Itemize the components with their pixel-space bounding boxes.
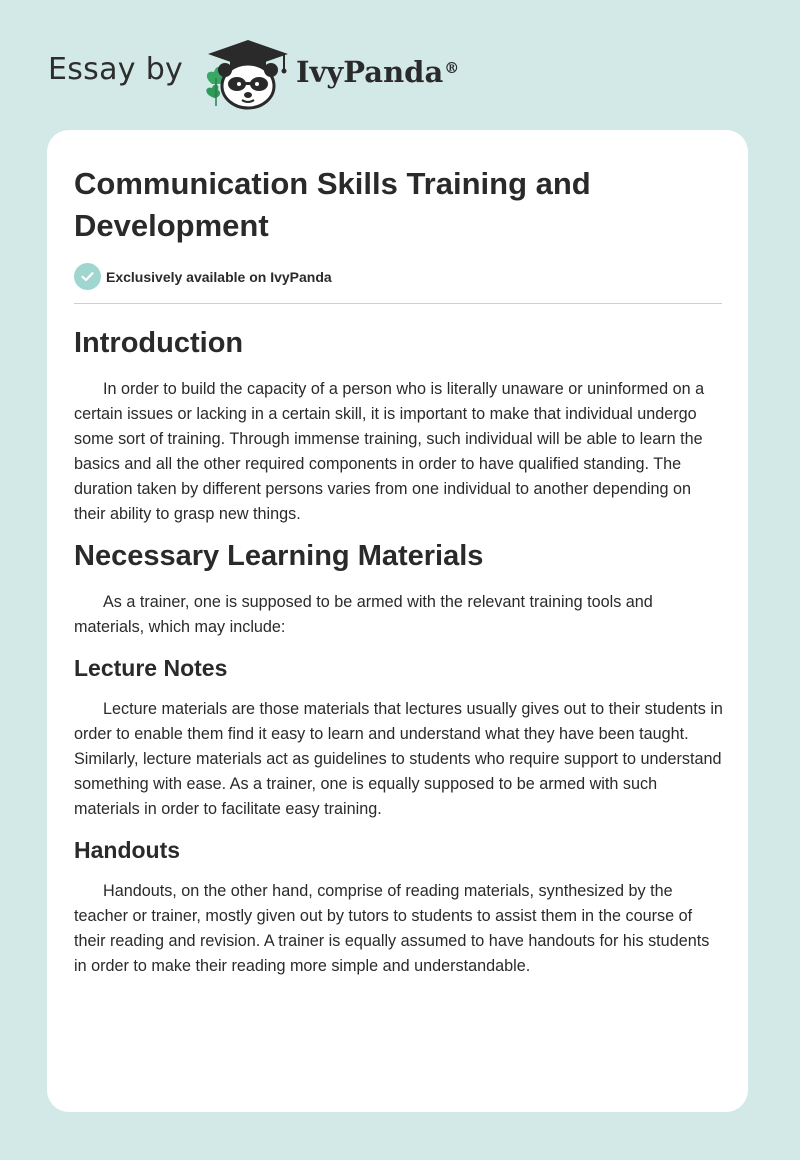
subsection-paragraph-lecture-notes: Lecture materials are those materials that lectures usually gives out to their students in order to enable them find it easy to learn and understand what they have been taught. Similarly, lecture materials act as guidelines to students who require support to understand something with ease. As a trainer, one is equally supposed to be armed with such materials in order to facilitate easy training.	[74, 700, 723, 818]
essay-by-label: Essay by	[48, 52, 184, 87]
section-heading-learning-materials: Necessary Learning Materials	[74, 540, 484, 572]
essay-title: Communication Skills Training and Development	[74, 166, 591, 243]
panda-graduation-cap-icon[interactable]	[202, 34, 294, 114]
check-circle-icon	[74, 263, 101, 290]
essay-card	[47, 130, 748, 1112]
subsection-paragraph-handouts: Handouts, on the other hand, comprise of reading materials, synthesized by the teacher or trainer, mostly given out by tutors to students to assist them in the course of their reading and revision. A trainer is equally assumed to have handouts for his students in order to make their reading more simple and understandable.	[74, 882, 710, 975]
exclusive-badge	[74, 263, 332, 290]
brand-logo-text[interactable]	[296, 52, 459, 92]
exclusive-badge-label: Exclusively available on IvyPanda	[106, 268, 332, 285]
section-heading-introduction: Introduction	[74, 327, 244, 359]
title-divider	[74, 303, 722, 304]
subsection-heading-lecture-notes: Lecture Notes	[74, 655, 228, 681]
essay-content	[74, 315, 724, 990]
brand-name: IvyPanda	[296, 55, 444, 89]
site-header	[0, 0, 800, 130]
section-paragraph-introduction: In order to build the capacity of a person who is literally unaware or uninformed on a certain issues or lacking in a certain skill, it is important to make that individual undergo some sort of training. Through immense training, such individual will be able to learn the basics and all the other required components in order to have qualified standing. The duration taken by different persons varies from one individual to another depending on their ability to grasp new things.	[74, 380, 705, 523]
section-paragraph-learning-materials: As a trainer, one is supposed to be armed with the relevant training tools and materials, which may include:	[74, 593, 653, 636]
registered-mark: ®	[444, 59, 460, 77]
subsection-heading-handouts: Handouts	[74, 837, 181, 863]
